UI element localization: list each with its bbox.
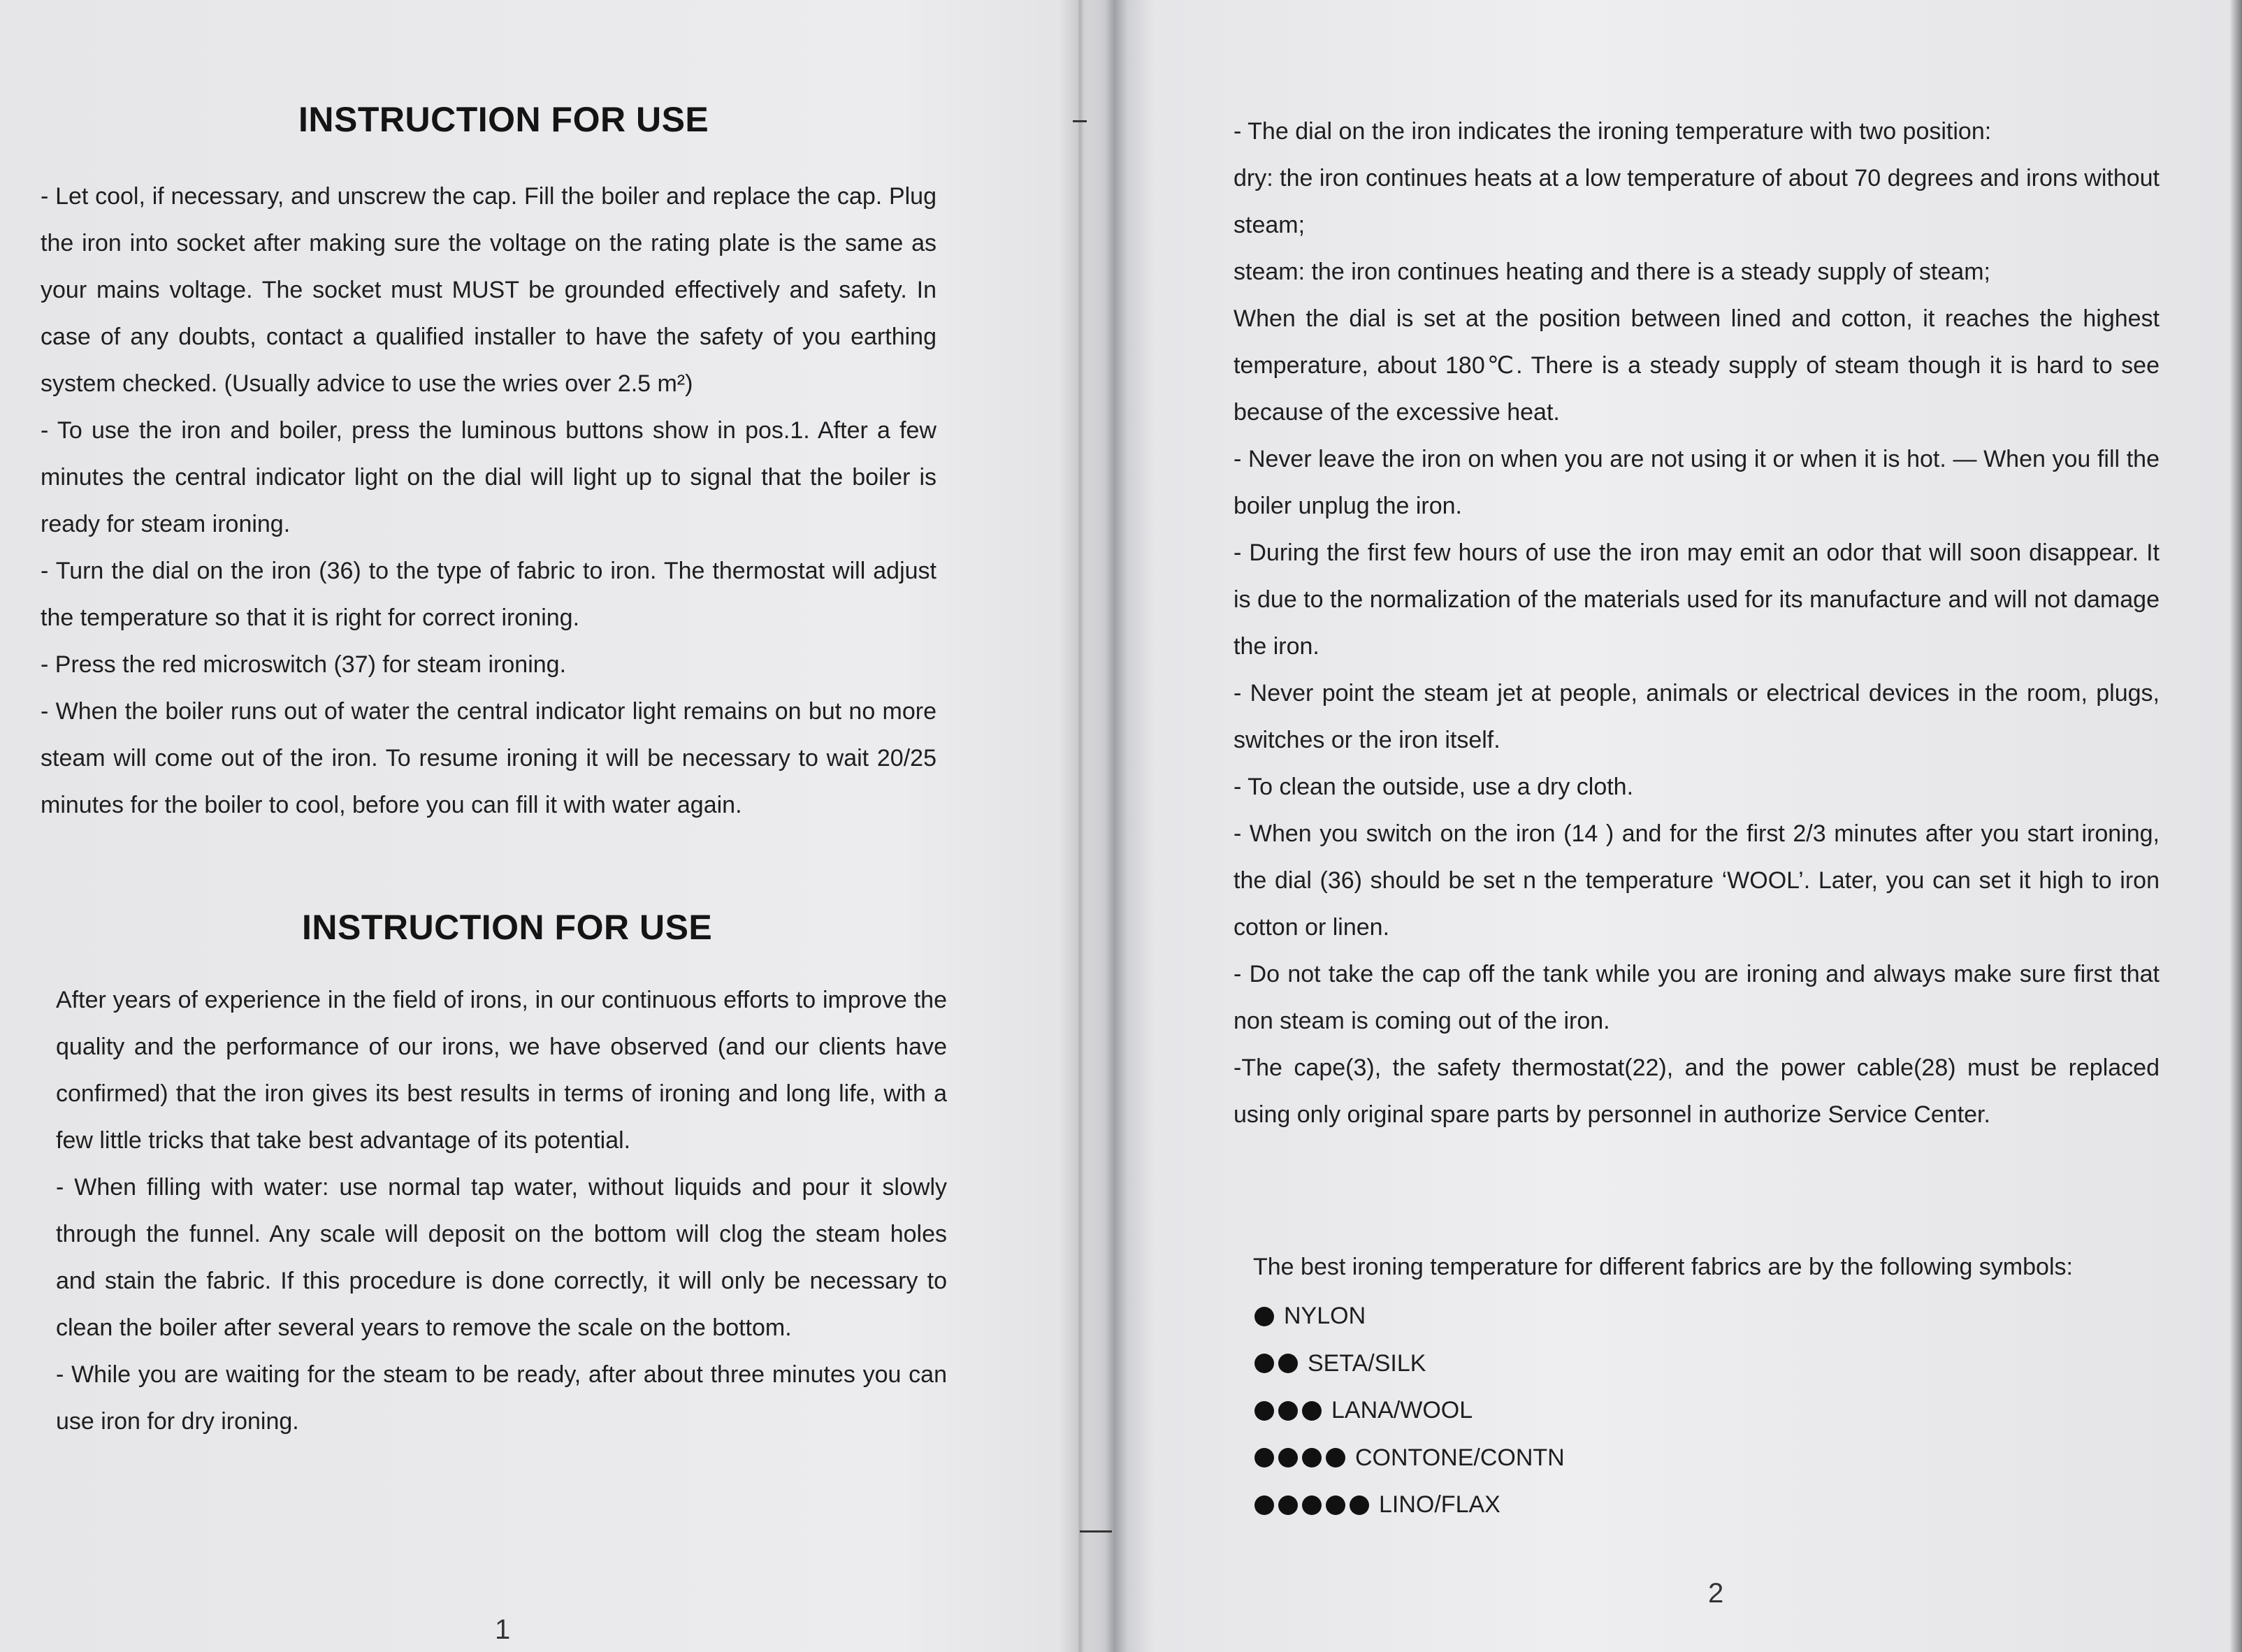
paragraph: dry: the iron continues heats at a low temperature of about 70 degrees and irons without steam; bbox=[1234, 165, 2160, 238]
dot-icon bbox=[1278, 1354, 1298, 1373]
left-heading-2: INSTRUCTION FOR USE bbox=[302, 908, 713, 947]
dot-icon bbox=[1302, 1448, 1322, 1468]
paragraph: - Let cool, if necessary, and unscrew the cap. Fill the boiler and replace the cap. Plug the iron into socket after making sure the voltage on the rating plate is the same as your mains voltage. The socket must MUST be grounded effectively and safety. In case of any doubts, contact a qualified installer to have the safety of you earthing system checked. (Usually advice to use the wries over 2.5 m²) bbox=[41, 183, 936, 397]
dot-icon bbox=[1326, 1448, 1345, 1468]
fabric-row bbox=[1254, 1435, 1565, 1482]
paragraph: - Never point the steam jet at people, animals or electrical devices in the room, plugs, switches or the iron itself. bbox=[1234, 680, 2160, 753]
dot-icon bbox=[1254, 1307, 1274, 1326]
dot-icon bbox=[1326, 1495, 1345, 1515]
paragraph: - When you switch on the iron (14 ) and for the first 2/3 minutes after you start ironing, the dial (36) should be set n the temperature ‘WOOL’. Later, you can set it high to iron cotton or linen. bbox=[1234, 820, 2160, 941]
paragraph: -The cape(3), the safety thermostat(22), and the power cable(28) must be replaced using only original spare parts by personnel in authorize Service Center. bbox=[1234, 1055, 2160, 1128]
paragraph: - When filling with water: use normal tap water, without liquids and pour it slowly through the funnel. Any scale will deposit on the bottom will clog the steam holes and stain the fabric. If this procedure is done correctly, it will only be necessary to clean the boiler after several years to remove the scale on the bottom. bbox=[56, 1174, 947, 1341]
paragraph: When the dial is set at the position between lined and cotton, it reaches the highest temperature, about 180℃. There is a steady supply of steam though it is hard to see because of the excessive heat. bbox=[1234, 305, 2160, 426]
right-section bbox=[1234, 108, 2160, 1138]
fabric-label: SETA/SILK bbox=[1308, 1349, 1426, 1377]
fabric-row bbox=[1254, 1481, 1565, 1529]
left-section-2 bbox=[56, 977, 947, 1445]
fabric-intro: The best ironing temperature for different fabrics are by the following symbols: bbox=[1253, 1254, 2073, 1280]
left-section-1 bbox=[41, 173, 936, 829]
dot-icon bbox=[1278, 1495, 1298, 1515]
fabric-row bbox=[1254, 1340, 1565, 1388]
booklet-spine bbox=[1059, 0, 1101, 1652]
dot-icon bbox=[1254, 1354, 1274, 1373]
fabric-row bbox=[1254, 1293, 1565, 1340]
paragraph: - Do not take the cap off the tank while you are ironing and always make sure first that non steam is coming out of the iron. bbox=[1234, 961, 2160, 1034]
dot-icon bbox=[1254, 1401, 1274, 1421]
fold-mark-top bbox=[1073, 120, 1087, 122]
paragraph: - When the boiler runs out of water the central indicator light remains on but no more steam will come out of the iron. To resume ironing it will be necessary to wait 20/25 minutes for the boiler to cool, before you can fill it with water again. bbox=[41, 698, 936, 818]
paragraph: After years of experience in the field of irons, in our continuous efforts to improve the quality and the performance of our irons, we have observed (and our clients have confirmed) that the iron gives its best results in terms of ironing and long life, with a few little tricks that take best advantage of its potential. bbox=[56, 987, 947, 1154]
paragraph: - To clean the outside, use a dry cloth. bbox=[1234, 774, 1634, 800]
paragraph: - While you are waiting for the steam to be ready, after about three minutes you can use iron for dry ironing. bbox=[56, 1361, 947, 1435]
dot-icon bbox=[1278, 1448, 1298, 1468]
paragraph: - To use the iron and boiler, press the luminous buttons show in pos.1. After a few minutes the central indicator light on the dial will light up to signal that the boiler is ready for steam ironing. bbox=[41, 417, 936, 537]
dot-icon bbox=[1254, 1448, 1274, 1468]
paragraph: steam: the iron continues heating and there is a steady supply of steam; bbox=[1234, 259, 1990, 285]
left-page-number: 1 bbox=[495, 1614, 511, 1645]
fabric-label: CONTONE/CONTN bbox=[1355, 1444, 1565, 1471]
page-edge-shadow bbox=[2229, 0, 2242, 1652]
fabric-label: NYLON bbox=[1284, 1303, 1366, 1329]
dot-icon bbox=[1302, 1495, 1322, 1515]
paragraph: - Never leave the iron on when you are not using it or when it is hot. — When you fill the boiler unplug the iron. bbox=[1234, 446, 2160, 519]
fabric-row bbox=[1254, 1387, 1565, 1435]
paragraph: - Turn the dial on the iron (36) to the type of fabric to iron. The thermostat will adjust the temperature so that it is right for correct ironing. bbox=[41, 558, 936, 631]
dot-icon bbox=[1302, 1401, 1322, 1421]
dot-icon bbox=[1254, 1495, 1274, 1515]
fold-mark-bottom bbox=[1080, 1530, 1112, 1533]
paragraph: - During the first few hours of use the iron may emit an odor that will soon disappear. It is due to the normalization of the materials used for its manufacture and will not damage the iron. bbox=[1234, 539, 2160, 660]
paragraph: - Press the red microswitch (37) for steam ironing. bbox=[41, 651, 567, 678]
paragraph: - The dial on the iron indicates the ironing temperature with two position: bbox=[1234, 118, 1992, 145]
right-page-number: 2 bbox=[1708, 1578, 1724, 1609]
fabric-label: LINO/FLAX bbox=[1379, 1491, 1500, 1518]
fabric-symbol-list bbox=[1254, 1293, 1565, 1529]
dot-icon bbox=[1278, 1401, 1298, 1421]
left-heading-1: INSTRUCTION FOR USE bbox=[298, 100, 709, 139]
dot-icon bbox=[1350, 1495, 1369, 1515]
fabric-label: LANA/WOOL bbox=[1331, 1397, 1473, 1423]
